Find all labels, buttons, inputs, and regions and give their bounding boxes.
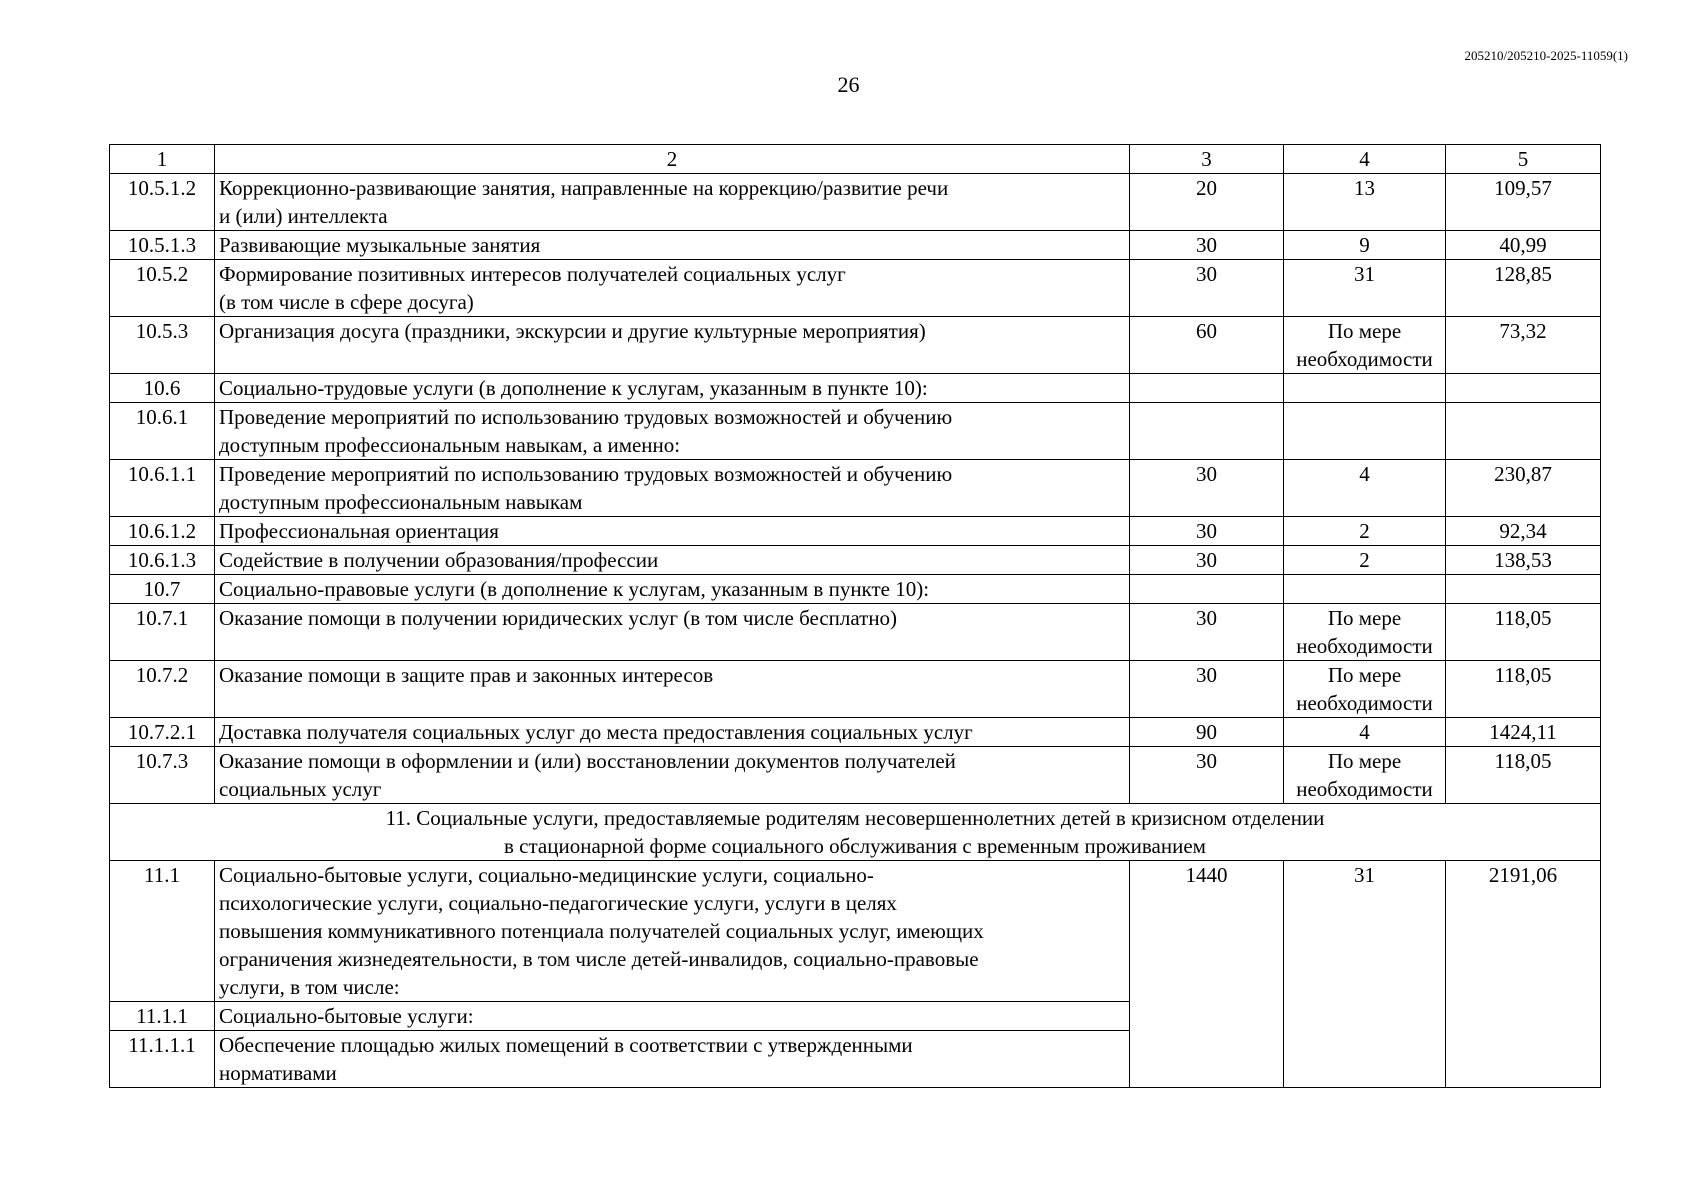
column-4-value — [1284, 575, 1446, 604]
column-4-value — [1284, 231, 1446, 260]
column-3-value: 30 — [1130, 604, 1284, 661]
service-number: 10.6.1.3 — [110, 546, 215, 575]
header-cell-4: 4 — [1284, 145, 1446, 174]
service-name — [215, 661, 1130, 718]
service-name — [215, 718, 1130, 747]
service-name — [215, 517, 1130, 546]
service-name-line: Социально-бытовые услуги: — [219, 1004, 474, 1028]
column-4-line: 9 — [1359, 233, 1370, 257]
service-name — [215, 546, 1130, 575]
table-row — [110, 546, 1601, 575]
section-title-line: 11. Социальные услуги, предоставляемые родителям несовершеннолетних детей в кризисном отделении — [385, 806, 1325, 830]
service-number: 10.5.1.2 — [110, 174, 215, 231]
service-name-line: Оказание помощи в получении юридических услуг (в том числе бесплатно) — [219, 606, 898, 630]
column-5-value: 109,57 — [1446, 174, 1601, 231]
service-number: 10.6.1.2 — [110, 517, 215, 546]
column-5-value: 118,05 — [1446, 747, 1601, 804]
column-3-value: 90 — [1130, 718, 1284, 747]
column-5-value: 128,85 — [1446, 260, 1601, 317]
section-title-row — [110, 804, 1601, 861]
service-name-line: Обеспечение площадью жилых помещений в соответствии с утвержденными — [219, 1033, 913, 1057]
service-number: 10.7.2 — [110, 661, 215, 718]
service-name — [215, 747, 1130, 804]
service-number: 10.5.3 — [110, 317, 215, 374]
service-name-line: психологические услуги, социально-педагогические услуги, услуги в целях — [219, 891, 897, 915]
header-cell-2: 2 — [215, 145, 1130, 174]
column-5-value: 73,32 — [1446, 317, 1601, 374]
table-row — [110, 517, 1601, 546]
section-title-line: в стационарной форме социального обслуживания с временным проживанием — [504, 834, 1206, 858]
column-4-line: 31 — [1354, 262, 1375, 286]
column-3-value: 30 — [1130, 260, 1284, 317]
column-3-value: 30 — [1130, 747, 1284, 804]
column-4-line: необходимости — [1296, 691, 1433, 715]
service-name-line: Организация досуга (праздники, экскурсии и другие культурные мероприятия) — [219, 319, 926, 343]
column-3-value: 30 — [1130, 231, 1284, 260]
section-11-title — [110, 804, 1601, 861]
service-name-line: Проведение мероприятий по использованию трудовых возможностей и обучению — [219, 462, 953, 486]
column-4-line: По мере — [1327, 319, 1402, 343]
service-name-line: Содействие в получении образования/профессии — [219, 548, 659, 572]
column-4-line: 4 — [1359, 462, 1370, 486]
service-name-line: доступным профессиональным навыкам, а именно: — [219, 433, 681, 457]
service-name — [215, 317, 1130, 374]
service-name-line: Социально-трудовые услуги (в дополнение к услугам, указанным в пункте 10): — [219, 376, 928, 400]
column-4-line: По мере — [1327, 749, 1402, 773]
service-name — [215, 604, 1130, 661]
column-3-value: 30 — [1130, 517, 1284, 546]
column-5-value: 40,99 — [1446, 231, 1601, 260]
page-number: 26 — [837, 72, 860, 97]
service-name-line: Социально-бытовые услуги, социально-медицинские услуги, социально- — [219, 863, 874, 887]
column-5-value: 230,87 — [1446, 460, 1601, 517]
document-id: 205210/205210-2025-11059(1) — [1464, 48, 1628, 63]
column-3-value — [1130, 575, 1284, 604]
column-4-value — [1284, 517, 1446, 546]
service-number: 10.5.1.3 — [110, 231, 215, 260]
column-4-value — [1284, 604, 1446, 661]
service-name — [215, 861, 1130, 1002]
column-4-value — [1284, 546, 1446, 575]
column-4-value — [1284, 260, 1446, 317]
service-number: 10.7 — [110, 575, 215, 604]
service-name-line: Социально-правовые услуги (в дополнение к услугам, указанным в пункте 10): — [219, 577, 930, 601]
column-5-value — [1446, 403, 1601, 460]
column-4-line: По мере — [1327, 606, 1402, 630]
column-4-value — [1284, 403, 1446, 460]
column-5-value: 2191,06 — [1446, 861, 1601, 1088]
column-3-value: 20 — [1130, 174, 1284, 231]
service-name-line: Профессиональная ориентация — [219, 519, 499, 543]
service-name-line: нормативами — [219, 1061, 337, 1085]
table-row — [110, 174, 1601, 231]
column-4-line: необходимости — [1296, 634, 1433, 658]
table-row — [110, 861, 1601, 1002]
column-5-value: 118,05 — [1446, 604, 1601, 661]
table-row — [110, 747, 1601, 804]
column-4-value — [1284, 317, 1446, 374]
service-number: 10.6 — [110, 374, 215, 403]
column-4-value: 31 — [1284, 861, 1446, 1088]
service-name — [215, 403, 1130, 460]
column-5-value — [1446, 575, 1601, 604]
service-name-line: Оказание помощи в оформлении и (или) восстановлении документов получателей — [219, 749, 956, 773]
service-name-line: доступным профессиональным навыкам — [219, 490, 583, 514]
table-header-row — [110, 145, 1601, 174]
table-row — [110, 604, 1601, 661]
service-number: 11.1.1 — [110, 1002, 215, 1031]
service-name-line: Доставка получателя социальных услуг до места предоставления социальных услуг — [219, 720, 973, 744]
service-name-line: социальных услуг — [219, 777, 382, 801]
header-cell-1: 1 — [110, 145, 215, 174]
service-name-line: Оказание помощи в защите прав и законных интересов — [219, 663, 714, 687]
column-3-value: 30 — [1130, 661, 1284, 718]
column-4-line: 13 — [1354, 176, 1375, 200]
column-3-value: 1440 — [1130, 861, 1284, 1088]
service-name — [215, 1031, 1130, 1088]
service-name-line: Проведение мероприятий по использованию трудовых возможностей и обучению — [219, 405, 953, 429]
service-number: 10.7.3 — [110, 747, 215, 804]
table-row — [110, 231, 1601, 260]
service-number: 10.5.2 — [110, 260, 215, 317]
service-number: 10.6.1.1 — [110, 460, 215, 517]
column-4-line: 2 — [1359, 548, 1370, 572]
service-number: 11.1.1.1 — [110, 1031, 215, 1088]
service-number: 10.6.1 — [110, 403, 215, 460]
column-3-value — [1130, 403, 1284, 460]
services-table — [109, 144, 1601, 1088]
column-5-value — [1446, 374, 1601, 403]
column-4-line: 2 — [1359, 519, 1370, 543]
column-3-value: 30 — [1130, 546, 1284, 575]
table-row — [110, 575, 1601, 604]
column-5-value: 138,53 — [1446, 546, 1601, 575]
service-name — [215, 460, 1130, 517]
service-name — [215, 174, 1130, 231]
table-row — [110, 460, 1601, 517]
service-name-line: Коррекционно-развивающие занятия, направленные на коррекцию/развитие речи — [219, 176, 949, 200]
column-4-value — [1284, 374, 1446, 403]
service-number: 11.1 — [110, 861, 215, 1002]
column-4-value — [1284, 718, 1446, 747]
table-row — [110, 260, 1601, 317]
table-row — [110, 661, 1601, 718]
column-5-value: 92,34 — [1446, 517, 1601, 546]
column-4-line: По мере — [1327, 663, 1402, 687]
column-4-line: 4 — [1359, 720, 1370, 744]
column-4-value — [1284, 460, 1446, 517]
column-3-value: 60 — [1130, 317, 1284, 374]
services-table-body — [110, 145, 1601, 1088]
service-number: 10.7.1 — [110, 604, 215, 661]
service-name-line: ограничения жизнедеятельности, в том числе детей-инвалидов, социально-правовые — [219, 947, 979, 971]
column-3-value: 30 — [1130, 460, 1284, 517]
column-5-value: 118,05 — [1446, 661, 1601, 718]
header-cell-3: 3 — [1130, 145, 1284, 174]
table-row — [110, 374, 1601, 403]
table-row — [110, 317, 1601, 374]
column-3-value — [1130, 374, 1284, 403]
service-name — [215, 1002, 1130, 1031]
column-4-value — [1284, 747, 1446, 804]
table-row — [110, 718, 1601, 747]
service-name-line: и (или) интеллекта — [219, 204, 388, 228]
service-name — [215, 374, 1130, 403]
header-cell-5: 5 — [1446, 145, 1601, 174]
column-5-value: 1424,11 — [1446, 718, 1601, 747]
service-name-line: (в том числе в сфере досуга) — [219, 290, 474, 314]
service-name — [215, 231, 1130, 260]
service-name — [215, 575, 1130, 604]
service-name-line: Формирование позитивных интересов получателей социальных услуг — [219, 262, 846, 286]
column-4-value — [1284, 661, 1446, 718]
service-number: 10.7.2.1 — [110, 718, 215, 747]
service-name-line: повышения коммуникативного потенциала получателей социальных услуг, имеющих — [219, 919, 984, 943]
service-name-line: услуги, в том числе: — [219, 975, 400, 999]
column-4-value — [1284, 174, 1446, 231]
service-name-line: Развивающие музыкальные занятия — [219, 233, 541, 257]
column-4-line: необходимости — [1296, 347, 1433, 371]
table-row — [110, 403, 1601, 460]
service-name — [215, 260, 1130, 317]
column-4-line: необходимости — [1296, 777, 1433, 801]
